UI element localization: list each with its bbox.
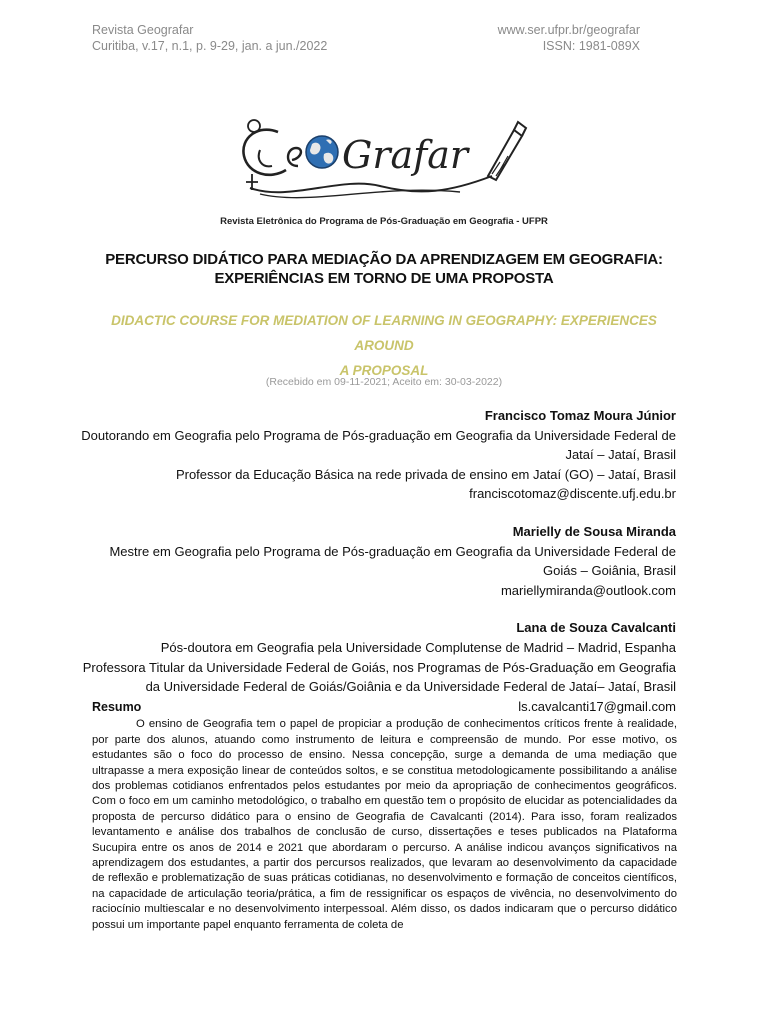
article-title-pt-line1: PERCURSO DIDÁTICO PARA MEDIAÇÃO DA APRENDIZAGEM EM GEOGRAFIA: [105,251,663,268]
article-title-pt-line2: EXPERIÊNCIAS EM TORNO DE UMA PROPOSTA [214,270,554,287]
author-email: mariellymiranda@outlook.com [500,582,676,598]
journal-issn: ISSN: 1981-089X [542,39,640,53]
author-affiliation: Doutorando em Geografia pelo Programa de Pós-graduação em Geografia da Universidade Federal de [81,427,676,443]
article-title-en [80,308,688,383]
journal-url: www.ser.ufpr.br/geografar [497,23,640,37]
journal-issue: Curitiba, v.17, n.1, p. 9-29, jan. a jun./2022 [92,39,328,53]
abstract-heading: Resumo [92,700,142,714]
abstract-body: O ensino de Geografia tem o papel de propiciar a produção de conhecimentos críticos frente à realidade, por parte dos alunos, atuando como instrumento de leitura e compreensão de mundo. Por esse motivo, os estudantes são o foco do processo de ensino. Nessa concepção, surge a demanda de uma mediação que ultrapasse a mera exposição linear de conteúdos soltos, e se constitua metodologicamente possibilitando a análise dos problemas cotidianos enfrentados pelos estudantes por meio da apropriação de conhecimentos geográficos. Com o foco em um caminho metodológico, o trabalho em questão tem o propósito de elucidar as potencialidades da proposta de percurso didático para o ensino de Geografia de Cavalcanti (2014). Para isso, foram realizados levantamento e análise dos trabalhos de conclusão de curso, dissertações e teses publicados na Plataforma Sucupira entre os anos de 2014 e 2021 que abordaram o percurso. A análise indicou avanços significativos na aprendizagem dos estudantes, a partir dos percursos realizados, que levaram ao desenvolvimento da capacidade de reflexão e problematização de suas práticas cotidianas, no desenvolvimento e formação de conceitos científicos, na capacidade de articulação teoria/prática, a fim de ressignificar os espaços de vivência, no desenvolvimento do raciocínio multiescalar e no desenvolvimento interpessoal. Além disso, os dados indicaram que o percurso didático possui um importante papel enquanto ferramenta de coleta de [92,718,677,931]
author-name: Francisco Tomaz Moura Júnior [484,408,676,423]
author-block [76,406,676,504]
logo-wordmark: Grafar [342,133,469,177]
author-affiliation: Professor da Educação Básica na rede privada de ensino em Jataí (GO) – Jataí, Brasil [175,466,676,482]
author-name: Lana de Souza Cavalcanti [516,620,676,636]
author-affiliation: Mestre em Geografia pelo Programa de Pós-graduação em Geografia da Universidade Federal de [109,543,676,559]
authors-section [76,406,676,734]
article-title-en-line1: DIDACTIC COURSE FOR MEDIATION OF LEARNING IN GEOGRAPHY: EXPERIENCES AROUND [111,313,657,353]
author-name: Marielly de Sousa Miranda [512,523,676,539]
author-email: franciscotomaz@discente.ufj.edu.br [469,486,676,502]
abstract-section [92,700,677,933]
journal-subtitle: Revista Eletrônica do Programa de Pós-Graduação em Geografia - UFPR [220,216,548,227]
journal-logo [230,110,530,206]
journal-name: Revista Geografar [92,23,194,37]
author-block [76,522,676,600]
received-accepted-dates: (Recebido em 09-11-2021; Aceito em: 30-03-2022) [265,376,503,388]
author-affiliation: Goiás – Goiânia, Brasil [543,563,676,579]
author-affiliation: da Universidade Federal de Goiás/Goiânia e da Universidade Federal de Jataí– Jataí, Brasil [145,679,676,695]
running-header-left [92,22,327,54]
author-affiliation: Professora Titular da Universidade Federal de Goiás, nos Programas de Pós-Graduação em Geografia [82,659,676,675]
author-email: ls.cavalcanti17@gmail.com [518,698,676,714]
article-title-pt [80,250,688,288]
running-header-right [498,22,640,54]
author-affiliation: Pós-doutora em Geografia pela Universidade Complutense de Madrid – Madrid, Espanha [160,639,676,655]
geografar-logo-icon [230,110,530,206]
author-affiliation: Jataí – Jataí, Brasil [565,447,676,463]
article-title-en-line2: A PROPOSAL [339,363,429,378]
